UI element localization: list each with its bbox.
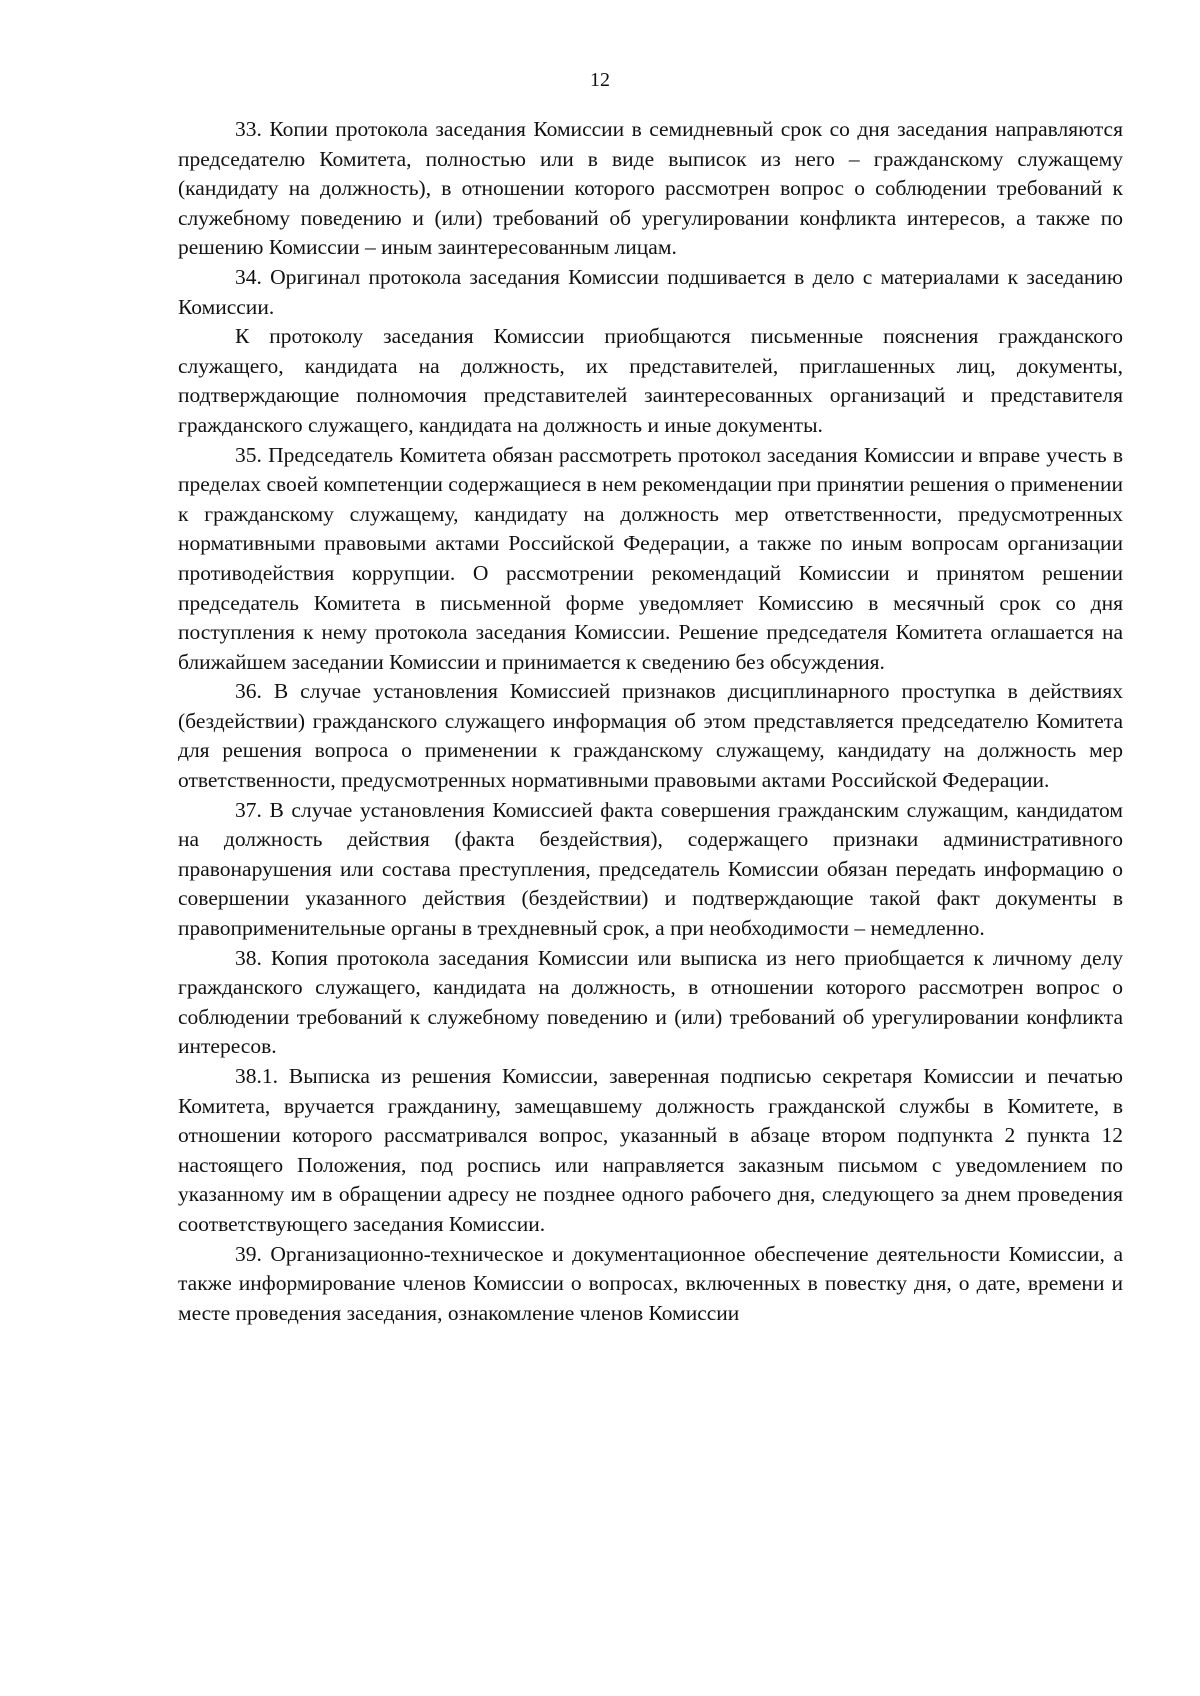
paragraph-37: 37. В случае установления Комиссией факта совершения гражданским служащим, кандидатом на должность действия (факта бездействия), содержащего признаки административного правонарушения или состава преступления, председатель Комиссии обязан передать информацию о совершении указанного действия (бездействии) и подтверждающие такой факт документы в правоприменительные органы в трехдневный срок, а при необходимости – немедленно. — [178, 797, 1123, 941]
paragraph-34: 34. Оригинал протокола заседания Комиссии подшивается в дело с материалами к заседанию Комиссии. — [178, 264, 1123, 319]
paragraph-34-continuation: К протоколу заседания Комиссии приобщаются письменные пояснения гражданского служащего, кандидата на должность, их представителей, приглашенных лиц, документы, подтверждающие полномочия представителей заинтересованных организаций и представителя гражданского служащего, кандидата на должность и иные документы. — [178, 324, 1123, 437]
paragraph-33: 33. Копии протокола заседания Комиссии в семидневный срок со дня заседания направляются председателю Комитета, полностью или в виде выписок из него – гражданскому служащему (кандидату на должность), в отношении которого рассмотрен вопрос о соблюдении требований к служебному поведению и (или) требований об урегулировании конфликта интересов, а также по решению Комиссии – иным заинтересованным лицам. — [178, 117, 1123, 260]
paragraph-39: 39. Организационно-техническое и документационное обеспечение деятельности Комиссии, а также информирование членов Комиссии о вопросах, включенных в повестку дня, о дате, времени и месте проведения заседания, ознакомление членов Комиссии — [178, 1241, 1123, 1325]
paragraph-38: 38. Копия протокола заседания Комиссии или выписка из него приобщается к личному делу гражданского служащего, кандидата на должность, в отношении которого рассмотрен вопрос о соблюдении требований к служебному поведению и (или) требований об урегулировании конфликта интересов. — [178, 945, 1123, 1059]
paragraph-35: 35. Председатель Комитета обязан рассмотреть протокол заседания Комиссии и вправе учесть в пределах своей компетенции содержащиеся в нем рекомендации при принятии решения о применении к гражданскому служащему, кандидату на должность мер ответственности, предусмотренных нормативными правовыми актами Российской Федерации, а также по иным вопросам организации противодействия коррупции. О рассмотрении рекомендаций Комиссии и принятом решении председатель Комитета в письменной форме уведомляет Комиссию в месячный срок со дня поступления к нему протокола заседания Комиссии. Решение председателя Комитета оглашается на ближайшем заседании Комиссии и принимается к сведению без обсуждения. — [178, 442, 1123, 674]
document-body — [178, 115, 1123, 1328]
paragraph-36: 36. В случае установления Комиссией признаков дисциплинарного проступка в действиях (бездействии) гражданского служащего информация об этом представляется председателю Комитета для решения вопроса о применении к гражданскому служащему, кандидату на должность мер ответственности, предусмотренных нормативными правовыми актами Российской Федерации. — [178, 679, 1123, 793]
paragraph-38-1: 38.1. Выписка из решения Комиссии, заверенная подписью секретаря Комиссии и печатью Комитета, вручается гражданину, замещавшему должность гражданской службы в Комитете, в отношении которого рассматривался вопрос, указанный в абзаце втором подпункта 2 пункта 12 настоящего Положения, под роспись или направляется заказным письмом с уведомлением по указанному им в обращении адресу не позднее одного рабочего дня, следующего за днем проведения соответствующего заседания Комиссии. — [178, 1064, 1123, 1236]
page-number: 12 — [590, 69, 610, 91]
